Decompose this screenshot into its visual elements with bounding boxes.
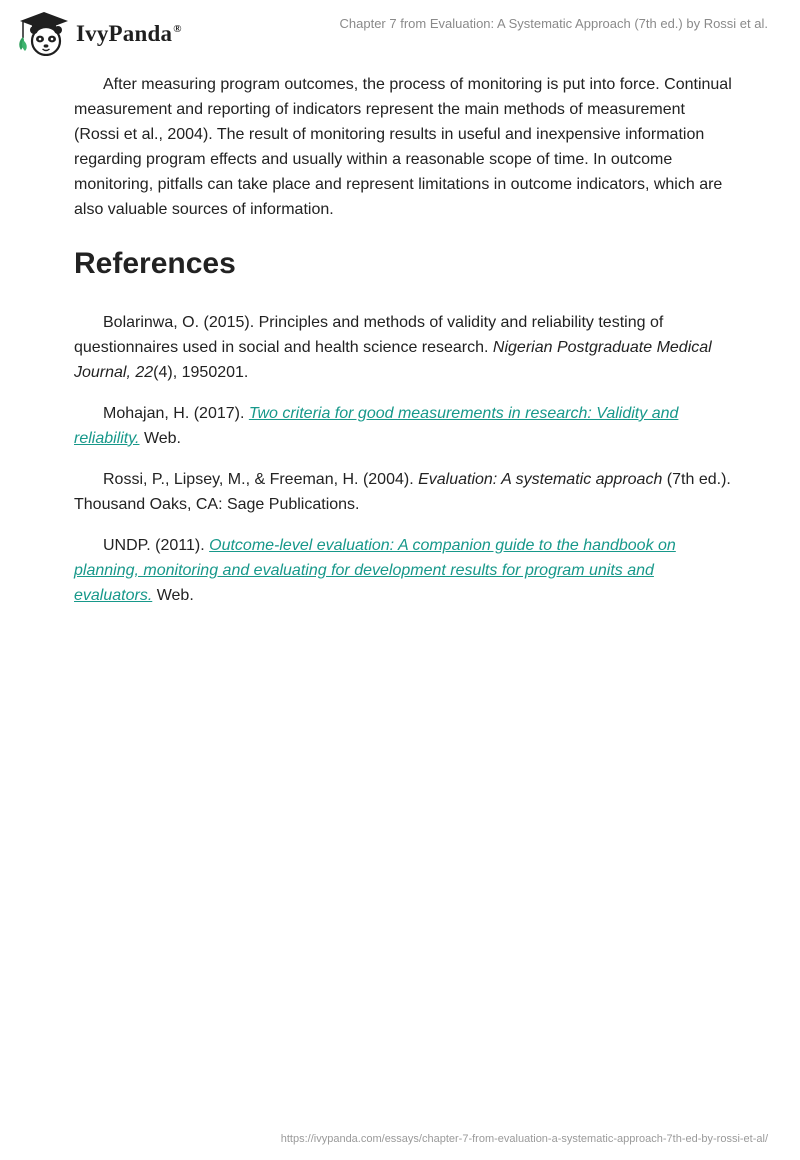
reference-text: Bolarinwa, O. (2015). Principles and methods of validity and reliability testing of questionnaires used in social and health science research. [74, 314, 664, 356]
reference-text: UNDP. (2011). [103, 537, 210, 554]
reference-link[interactable]: Two criteria for good measurements in research: Validity and reliability. [74, 405, 679, 447]
reference-book-title: Evaluation: A systematic approach [418, 471, 663, 488]
registered-mark: ® [173, 23, 182, 36]
essay-content [74, 72, 734, 624]
page-header [0, 0, 800, 70]
reference-item [74, 533, 734, 608]
reference-text: Web. [139, 430, 181, 447]
reference-item [74, 310, 734, 385]
document-title: Chapter 7 from Evaluation: A Systematic Approach (7th ed.) by Rossi et al. [339, 16, 768, 31]
footer-url[interactable]: https://ivypanda.com/essays/chapter-7-from-evaluation-a-systematic-approach-7th-ed-by-rossi-et-al/ [280, 1133, 768, 1145]
body-paragraph: After measuring program outcomes, the process of monitoring is put into force. Continual measurement and reporting of indicators represent the main methods of measurement (Rossi et al., 2004). The result of monitoring results in useful and inexpensive information regarding program effects and usually within a reasonable scope of time. In outcome monitoring, pitfalls can take place and represent limitations in outcome indicators, which are also valuable sources of information. [74, 76, 732, 218]
reference-text: Mohajan, H. (2017). [103, 405, 249, 422]
reference-link[interactable]: Outcome-level evaluation: A companion guide to the handbook on planning, monitoring and evaluating for development results for program units and evaluators. [74, 537, 676, 604]
reference-journal-title: Nigerian Postgraduate Medical Journal, 22 [74, 339, 712, 381]
reference-text: Rossi, P., Lipsey, M., & Freeman, H. (2004). [103, 471, 419, 488]
brand-label: IvyPanda [76, 21, 173, 46]
brand-name [76, 21, 182, 47]
reference-text: Web. [152, 587, 194, 604]
reference-text: (7th ed.). Thousand Oaks, CA: Sage Publications. [74, 471, 731, 513]
reference-text: (4), 1950201. [153, 364, 249, 381]
panda-graduate-icon [14, 10, 74, 56]
ivypanda-logo[interactable] [14, 10, 182, 56]
reference-item [74, 467, 734, 517]
references-heading: References [74, 247, 236, 280]
reference-item [74, 401, 734, 451]
references-list [74, 310, 734, 608]
